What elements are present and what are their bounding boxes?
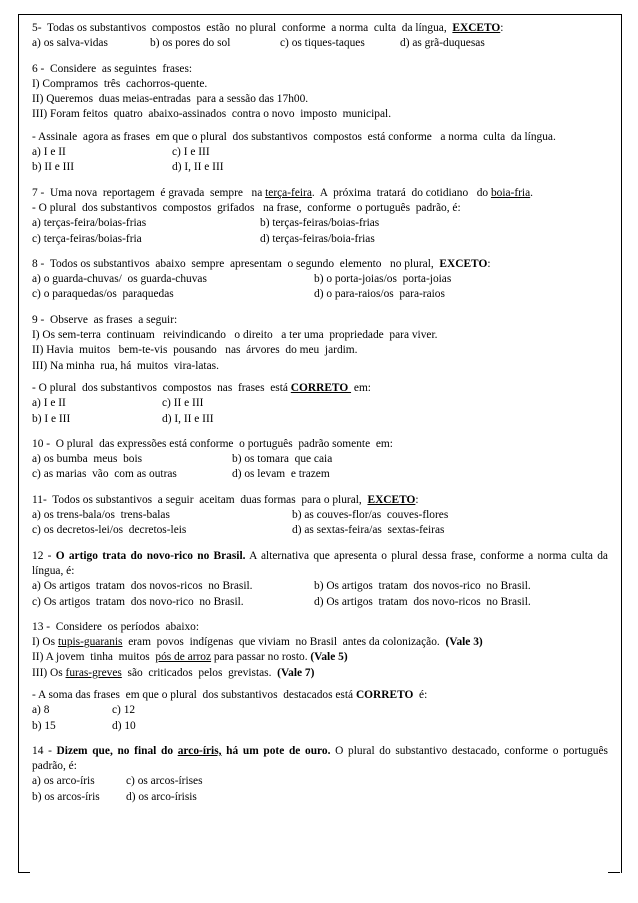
- question-5-colon: :: [500, 22, 504, 34]
- question-14: [32, 744, 608, 805]
- option-d: d) as grã-duquesas: [400, 37, 485, 50]
- sentence-i: [32, 635, 608, 650]
- sentence-i-value: (Vale 3): [445, 636, 483, 649]
- question-14-stem: [32, 744, 608, 775]
- question-9-prompt-text: - O plural dos substantivos compostos nas frases está: [32, 381, 291, 394]
- question-12-stem: [32, 549, 608, 580]
- question-9-correct: CORRETO: [290, 381, 352, 394]
- option-c: c) Os artigos tratam dos novo-rico no Brasil.: [32, 595, 244, 608]
- option-c: c) os arcos-írises: [126, 775, 203, 788]
- option-c: c) o paraquedas/os paraquedas: [32, 288, 174, 301]
- option-a: a) o guarda-chuvas/ os guarda-chuvas: [32, 273, 207, 286]
- sentence-i: I) Os sem-terra continuam reivindicando o direito a ter uma propriedade para viver.: [32, 329, 438, 342]
- question-8: [32, 257, 608, 303]
- option-a: a) I e II: [32, 397, 66, 410]
- option-a: a) Os artigos tratam dos novos-ricos no Brasil.: [32, 580, 253, 593]
- sentence-iii: III) Na minha rua, há muitos vira-latas.: [32, 359, 219, 372]
- sentence-i-text: eram povos indígenas que viviam no Brasil antes da colonização.: [122, 636, 446, 649]
- question-7-text: 7 - Uma nova reportagem é gravada sempre na: [32, 186, 266, 199]
- highlight-tupis-guaranis: tupis-guaranis: [57, 636, 123, 649]
- option-b: b) 15: [32, 719, 56, 732]
- highlight-boia-fria: boia-fria: [490, 186, 531, 199]
- question-8-except: EXCETO: [439, 257, 488, 270]
- question-7-text-2: . A próxima tratará do cotidiano do: [311, 186, 491, 199]
- question-7-prompt: - O plural dos substantivos compostos grifados na frase, conforme o português padrão, é:: [32, 201, 461, 214]
- question-14-number: 14 -: [32, 744, 57, 757]
- sentence-ii-start: II) A jovem tinha muitos: [32, 651, 156, 664]
- question-6-answers: [32, 130, 608, 176]
- option-d: d) os arco-írisis: [126, 790, 197, 803]
- sentence-iii-text: são criticados pelos grevistas.: [121, 666, 278, 679]
- option-b: b) I e III: [32, 412, 71, 425]
- question-13-prompt-end: é:: [413, 688, 428, 701]
- question-9-prompt: [32, 381, 608, 396]
- question-9-prompt-end: em:: [351, 381, 371, 394]
- question-6-intro: 6 - Considere as seguintes frases:: [32, 62, 193, 75]
- sentence-ii-text: para passar no rosto.: [211, 651, 311, 664]
- question-9-intro: 9 - Observe as frases a seguir:: [32, 313, 178, 326]
- question-12-sentence: O artigo trata do novo-rico no Brasil.: [55, 549, 246, 562]
- option-d: d) 10: [112, 719, 136, 732]
- question-8-stem: [32, 257, 608, 272]
- question-14-sentence-end: há um pote de ouro.: [221, 744, 331, 757]
- question-5-stem: [32, 21, 608, 36]
- sentence-ii: II) Havia muitos bem-te-vis pousando nas árvores do meu jardim.: [32, 344, 358, 357]
- question-12-text: A alternativa que apresenta o plural dessa frase, conforme a norma culta da língua, é:: [32, 549, 608, 577]
- option-c: c) os decretos-lei/os decretos-leis: [32, 524, 187, 537]
- option-c: c) as marias vão com as outras: [32, 468, 177, 481]
- option-a: a) os bumba meus bois: [32, 453, 143, 466]
- option-d: d) terças-feiras/boia-frias: [260, 232, 375, 245]
- question-13-answers: [32, 688, 608, 734]
- option-c: c) terça-feiras/boias-fria: [32, 232, 142, 245]
- option-c: c) 12: [112, 704, 136, 717]
- border-corner-left: [18, 872, 30, 873]
- option-c: c) os tiques-taques: [280, 37, 365, 50]
- option-a: a) os trens-bala/os trens-balas: [32, 509, 170, 522]
- option-d: d) Os artigos tratam dos novo-ricos no Brasil.: [314, 595, 531, 608]
- question-7-stem: [32, 186, 608, 201]
- option-a: a) 8: [32, 704, 50, 717]
- option-d: d) I, II e III: [162, 412, 214, 425]
- question-8-colon: :: [487, 257, 491, 270]
- question-9-answers: [32, 381, 608, 427]
- border-corner-right: [608, 872, 620, 873]
- question-5-text: 5- Todas os substantivos compostos estão no plural conforme a norma culta da língua,: [32, 22, 453, 34]
- sentence-iii: III) Foram feitos quatro abaixo-assinados contra o novo imposto municipal.: [32, 108, 392, 121]
- sentence-iii-value: (Vale 7): [277, 666, 315, 679]
- highlight-furas-greves: furas-greves: [65, 666, 122, 679]
- option-a: a) os salva-vidas: [32, 37, 108, 50]
- question-10: [32, 437, 608, 483]
- sentence-ii-value: (Vale 5): [310, 651, 348, 664]
- question-12-number: 12 -: [32, 549, 56, 562]
- option-c: c) II e III: [162, 397, 204, 410]
- question-11-stem: [32, 493, 608, 508]
- question-13-intro: 13 - Considere os períodos abaixo:: [32, 620, 200, 633]
- sentence-i: I) Compramos três cachorros-quente.: [32, 77, 208, 90]
- option-d: d) I, II e III: [172, 161, 224, 174]
- option-b: b) as couves-flor/as couves-flores: [292, 509, 449, 522]
- sentence-iii: [32, 666, 608, 681]
- option-b: b) os arcos-íris: [32, 790, 100, 803]
- option-d: d) os levam e trazem: [232, 468, 330, 481]
- option-b: b) os tomara que caia: [232, 453, 333, 466]
- option-a: a) os arco-íris: [32, 775, 95, 788]
- question-11-text: 11- Todos os substantivos a seguir aceitam duas formas para o plural,: [32, 493, 368, 506]
- question-7-period: .: [530, 186, 534, 199]
- question-12: [32, 549, 608, 610]
- exam-content: [32, 21, 608, 815]
- sentence-iii-start: III) Os: [32, 666, 66, 679]
- highlight-terca-feira: terça-feira: [265, 186, 312, 199]
- question-13-prompt: [32, 688, 608, 703]
- question-14-text: O plural do substantivo destacado, conforme o português padrão, é:: [32, 744, 608, 773]
- question-7: [32, 186, 608, 247]
- question-13-correct: CORRETO: [355, 688, 414, 701]
- question-10-intro: 10 - O plural das expressões está conforme o português padrão somente em:: [32, 437, 393, 450]
- option-a: a) I e II: [32, 146, 66, 159]
- question-14-sentence: Dizem que, no final do: [56, 744, 178, 757]
- option-b: b) Os artigos tratam dos novos-rico no Brasil.: [314, 580, 531, 593]
- question-13-prompt-text: - A soma das frases em que o plural dos substantivos destacados está: [32, 688, 356, 701]
- question-11-colon: :: [415, 493, 419, 506]
- question-9: [32, 313, 608, 374]
- question-5: [32, 21, 608, 52]
- highlight-arco-iris: arco-íris,: [177, 744, 222, 757]
- option-b: b) II e III: [32, 161, 75, 174]
- sentence-ii: [32, 650, 608, 665]
- question-5-options: [32, 36, 608, 51]
- option-b: b) o porta-joias/os porta-joias: [314, 273, 452, 286]
- highlight-pos-de-arroz: pós de arroz: [155, 651, 212, 664]
- question-11-except: EXCETO: [367, 493, 416, 506]
- question-11: [32, 493, 608, 539]
- question-13: [32, 620, 608, 681]
- option-c: c) I e III: [172, 146, 210, 159]
- option-a: a) terças-feira/boias-frias: [32, 217, 147, 230]
- sentence-ii: II) Queremos duas meias-entradas para a sessão das 17h00.: [32, 93, 309, 106]
- question-6: [32, 62, 608, 123]
- option-d: d) as sextas-feira/as sextas-feiras: [292, 524, 445, 537]
- option-b: b) os pores do sol: [150, 37, 231, 50]
- question-8-text: 8 - Todos os substantivos abaixo sempre apresentam o segundo elemento no plural,: [32, 257, 440, 270]
- question-6-prompt: - Assinale agora as frases em que o plural dos substantivos compostos está conforme a norma culta da língua.: [32, 130, 556, 143]
- question-5-except: EXCETO: [452, 22, 501, 34]
- option-d: d) o para-raios/os para-raios: [314, 288, 445, 301]
- option-b: b) terças-feiras/boias-frias: [260, 217, 380, 230]
- sentence-i-start: I) Os: [32, 636, 58, 649]
